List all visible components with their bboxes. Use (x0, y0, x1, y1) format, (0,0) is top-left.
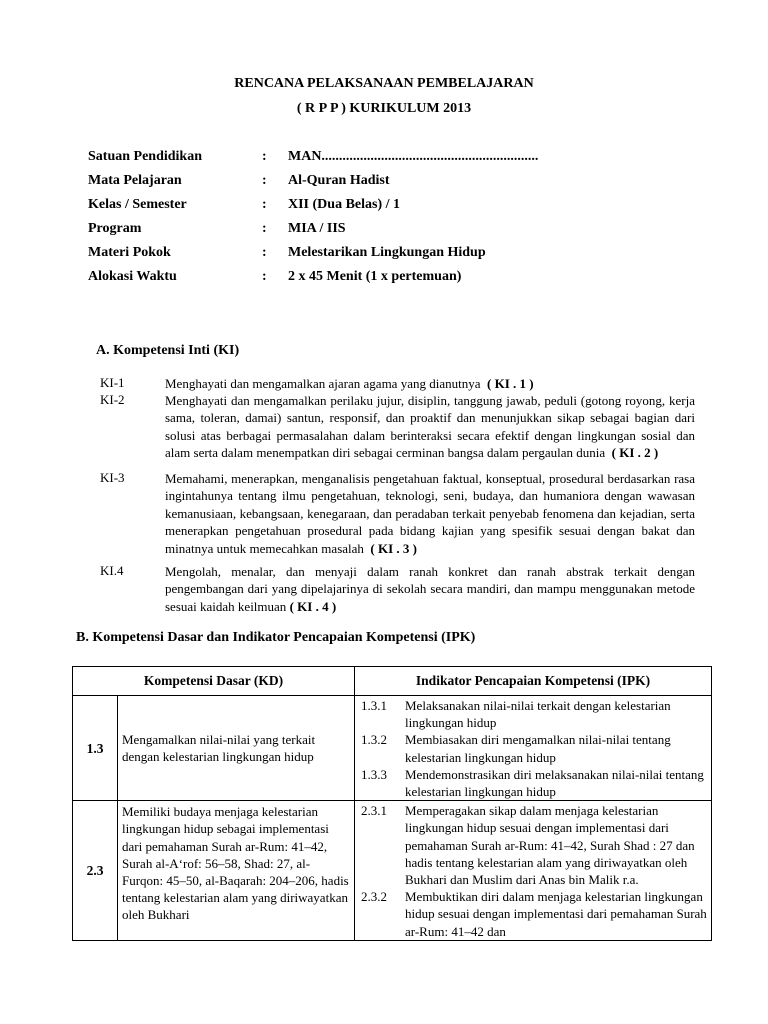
kd-text: Mengamalkan nilai-nilai yang terkait dengan kelestarian lingkungan hidup (118, 696, 355, 801)
ki-description: Menghayati dan mengamalkan perilaku jujur, disiplin, tanggung jawab, peduli (gotong royong, kerja sama, toleran, damai) santun, responsif, dan proaktif dan menunjukkan sikap sebagai bagian dari solusi atas berbagai permasalahan dalam berinteraksi secara efektif dengan lingkungan sosial dan alam serta dalam menempatkan diri sebagai cerminan bangsa dalam pergaulan dunia (165, 393, 695, 461)
identity-colon: : (262, 221, 267, 236)
document-title: RENCANA PELAKSANAAN PEMBELAJARAN (234, 76, 534, 91)
ipk-column-header: Indikator Pencapaian Kompetensi (IPK) (355, 667, 712, 696)
ipk-text: Membuktikan diri dalam menjaga kelestarian lingkungan hidup sesuai dengan implementasi dari pemahaman Surah ar-Rum: 41–42 dan (405, 889, 707, 939)
ki-tag: ( KI . 2 ) (611, 445, 659, 461)
ipk-text: Memperagakan sikap dalam menjaga kelestarian lingkungan hidup sesuai dengan implementasi dari pemahaman Surah ar-Rum: 41–42, Surah Shad : 27 dan hadis tentang kelestarian alam yang diriwayatkan oleh Bukhari dan Muslim dari Anas bin Malik r.a. (405, 803, 695, 888)
ki-description: Memahami, menerapkan, menganalisis pengetahuan faktual, konseptual, prosedural berdasarkan rasa ingintahunya tentang ilmu pengetahuan, teknologi, seni, budaya, dan humaniora dengan wawasan kemanusiaan, kebangsaan, kenegaraan, dan peradaban terkait penyebab fenomena dan kejadian, serta menerapkan pengetahuan prosedural pada bidang kajian yang spesifik sesuai dengan bakat dan minatnya untuk memecahkan masalah (165, 471, 695, 556)
document-subtitle: ( R P P ) KURIKULUM 2013 (296, 101, 472, 116)
section-b-heading: B. Kompetensi Dasar dan Indikator Pencapaian Kompetensi (IPK) (76, 630, 476, 645)
table-row (73, 801, 712, 941)
kd-ipk-table (72, 666, 712, 941)
ki-code: KI-1 (100, 375, 125, 390)
identity-label: Alokasi Waktu (88, 269, 177, 284)
identity-colon: : (262, 245, 267, 260)
identity-label: Kelas / Semester (88, 197, 187, 212)
ipk-text: Melaksanakan nilai-nilai terkait dengan kelestarian lingkungan hidup (405, 698, 671, 731)
ki-text (165, 392, 695, 462)
ki-tag: ( KI . 3 ) (370, 540, 417, 556)
ki-text (165, 470, 695, 557)
ki-tag: ( KI . 1 ) (487, 376, 534, 391)
identity-value: XII (Dua Belas) / 1 (288, 197, 401, 212)
identity-value: Melestarikan Lingkungan Hidup (288, 245, 486, 260)
ipk-code: 2.3.1 (361, 803, 387, 819)
identity-label: Materi Pokok (88, 245, 171, 260)
identity-label: Mata Pelajaran (88, 173, 182, 188)
identity-colon: : (262, 149, 267, 164)
identity-value: Al-Quran Hadist (288, 173, 390, 188)
ki-description: Menghayati dan mengamalkan ajaran agama yang dianutnya (165, 376, 481, 391)
table-row (73, 696, 712, 801)
ki-code: KI-2 (100, 392, 125, 407)
ipk-text: Membiasakan diri mengamalkan nilai-nilai tentang kelestarian lingkungan hidup (405, 732, 671, 765)
ipk-text: Mendemonstrasikan diri melaksanakan nilai-nilai tentang kelestarian lingkungan hidup (405, 766, 704, 800)
section-a-heading: A. Kompetensi Inti (KI) (96, 343, 240, 358)
identity-colon: : (262, 197, 267, 212)
table-header-row (73, 667, 712, 696)
ipk-item (355, 888, 711, 940)
ki-text (165, 375, 695, 392)
kd-text: Memiliki budaya menjaga kelestarian lingkungan hidup sebagai implementasi dari pemahaman Surah ar-Rum: 41–42, Surah al-A‘rof: 56–58, Shad: 27, al-Furqon: 45–50, al-Baqarah: 204–206, hadis tentang kelestarian alam yang diriwayatkan oleh Bukhari (118, 801, 355, 941)
ipk-cell (355, 696, 712, 801)
ki-tag: ( KI . 4 ) (289, 598, 337, 614)
ipk-cell (355, 801, 712, 941)
identity-colon: : (262, 269, 267, 284)
identity-value: 2 x 45 Menit (1 x pertemuan) (288, 269, 462, 284)
ki-code: KI.4 (100, 563, 124, 578)
ipk-code: 2.3.2 (361, 889, 387, 905)
kd-column-header: Kompetensi Dasar (KD) (73, 667, 355, 696)
identity-label: Satuan Pendidikan (88, 149, 202, 164)
ki-description: Mengolah, menalar, dan menyaji dalam ranah konkret dan ranah abstrak terkait dengan pengembangan dari yang dipelajarinya di sekolah secara mandiri, dan mampu menggunakan metode sesuai kaidah keilmuan (165, 564, 695, 614)
identity-value: MIA / IIS (288, 221, 346, 236)
kd-number: 2.3 (73, 801, 118, 941)
ipk-code: 1.3.3 (361, 766, 387, 782)
ki-text (165, 563, 695, 615)
ipk-item (355, 766, 711, 800)
kd-number: 1.3 (73, 696, 118, 801)
ipk-item (355, 731, 711, 765)
ipk-code: 1.3.1 (361, 698, 387, 713)
ipk-item (355, 697, 711, 731)
ki-code: KI-3 (100, 470, 125, 485)
identity-label: Program (88, 221, 142, 236)
identity-value: MAN.............................................................. (288, 149, 539, 164)
ipk-item (355, 802, 711, 888)
identity-colon: : (262, 173, 267, 188)
ipk-code: 1.3.2 (361, 732, 387, 748)
